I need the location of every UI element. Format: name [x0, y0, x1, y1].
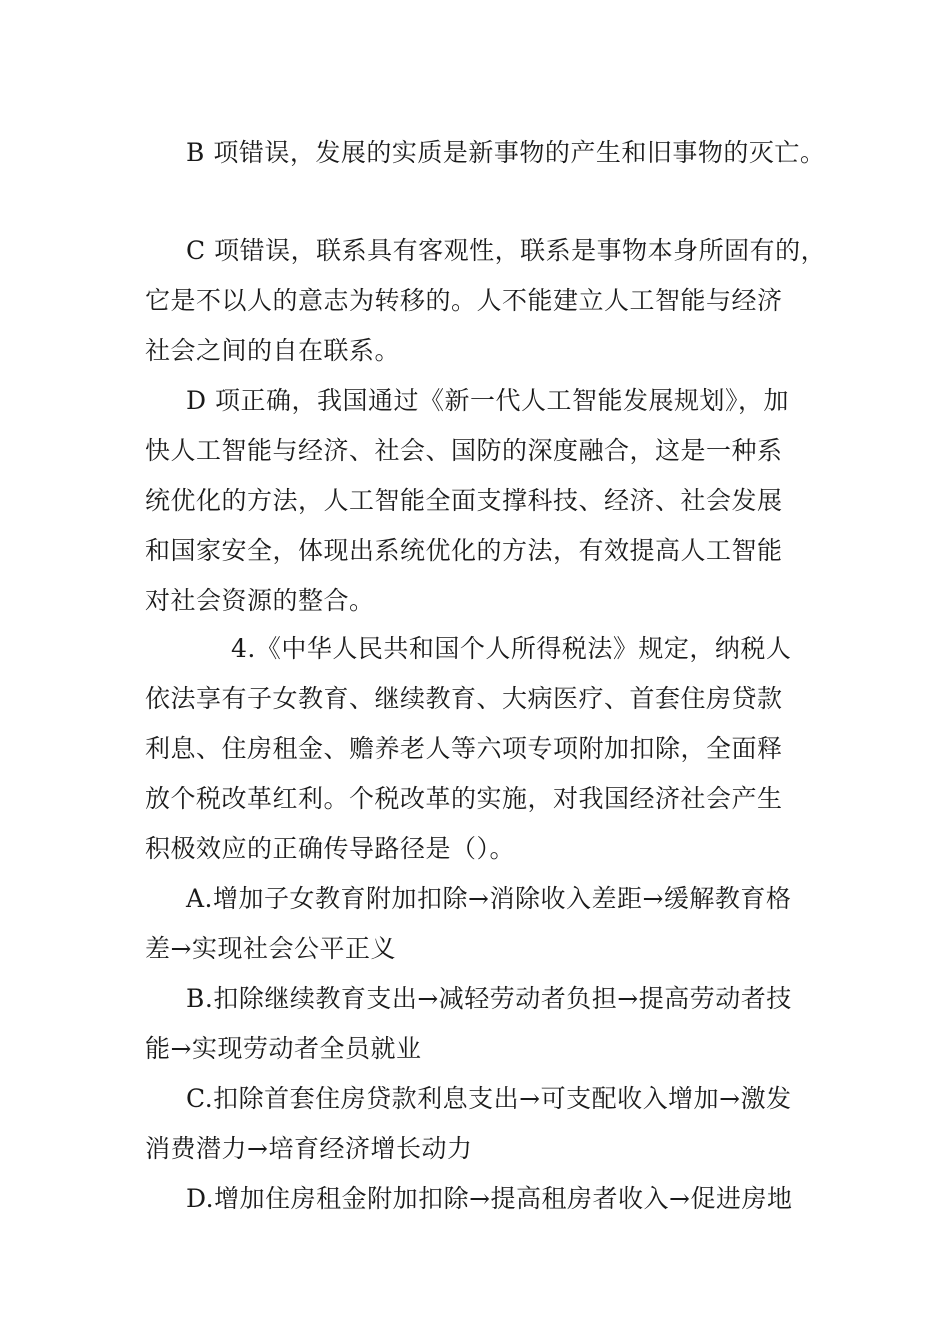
text-line: B 项错误，发展的实质是新事物的产生和旧事物的灭亡。	[186, 138, 826, 167]
question-stem-line: 4.《中华人民共和国个人所得税法》规定，纳税人	[231, 634, 792, 663]
option-line: B.扣除继续教育支出→减轻劳动者负担→提高劳动者技	[186, 984, 792, 1013]
question-stem-line: 积极效应的正确传导路径是（）。	[145, 834, 516, 863]
option-line: 消费潜力→培育经济增长动力	[145, 1134, 473, 1163]
option-line: D.增加住房租金附加扣除→提高租房者收入→促进房地	[186, 1184, 793, 1213]
option-line: A.增加子女教育附加扣除→消除收入差距→缓解教育格	[186, 884, 792, 913]
text-line: 它是不以人的意志为转移的。人不能建立人工智能与经济	[145, 286, 783, 315]
option-line: 能→实现劳动者全员就业	[145, 1034, 422, 1063]
question-stem-line: 依法享有子女教育、继续教育、大病医疗、首套住房贷款	[145, 684, 783, 713]
text-line: 社会之间的自在联系。	[145, 336, 401, 365]
question-stem-line: 放个税改革红利。个税改革的实施，对我国经济社会产生	[145, 784, 783, 813]
text-line: 统优化的方法，人工智能全面支撑科技、经济、社会发展	[145, 486, 783, 515]
text-line: 对社会资源的整合。	[145, 586, 375, 615]
text-line: D 项正确，我国通过《新一代人工智能发展规划》，加	[186, 386, 789, 415]
text-line: C 项错误，联系具有客观性，联系是事物本身所固有的，	[186, 236, 827, 265]
text-line: 和国家安全，体现出系统优化的方法，有效提高人工智能	[145, 536, 783, 565]
option-line: C.扣除首套住房贷款利息支出→可支配收入增加→激发	[186, 1084, 792, 1113]
text-line: 快人工智能与经济、社会、国防的深度融合，这是一种系	[145, 436, 783, 465]
question-stem-line: 利息、住房租金、赡养老人等六项专项附加扣除，全面释	[145, 734, 783, 763]
option-line: 差→实现社会公平正义	[145, 934, 396, 963]
